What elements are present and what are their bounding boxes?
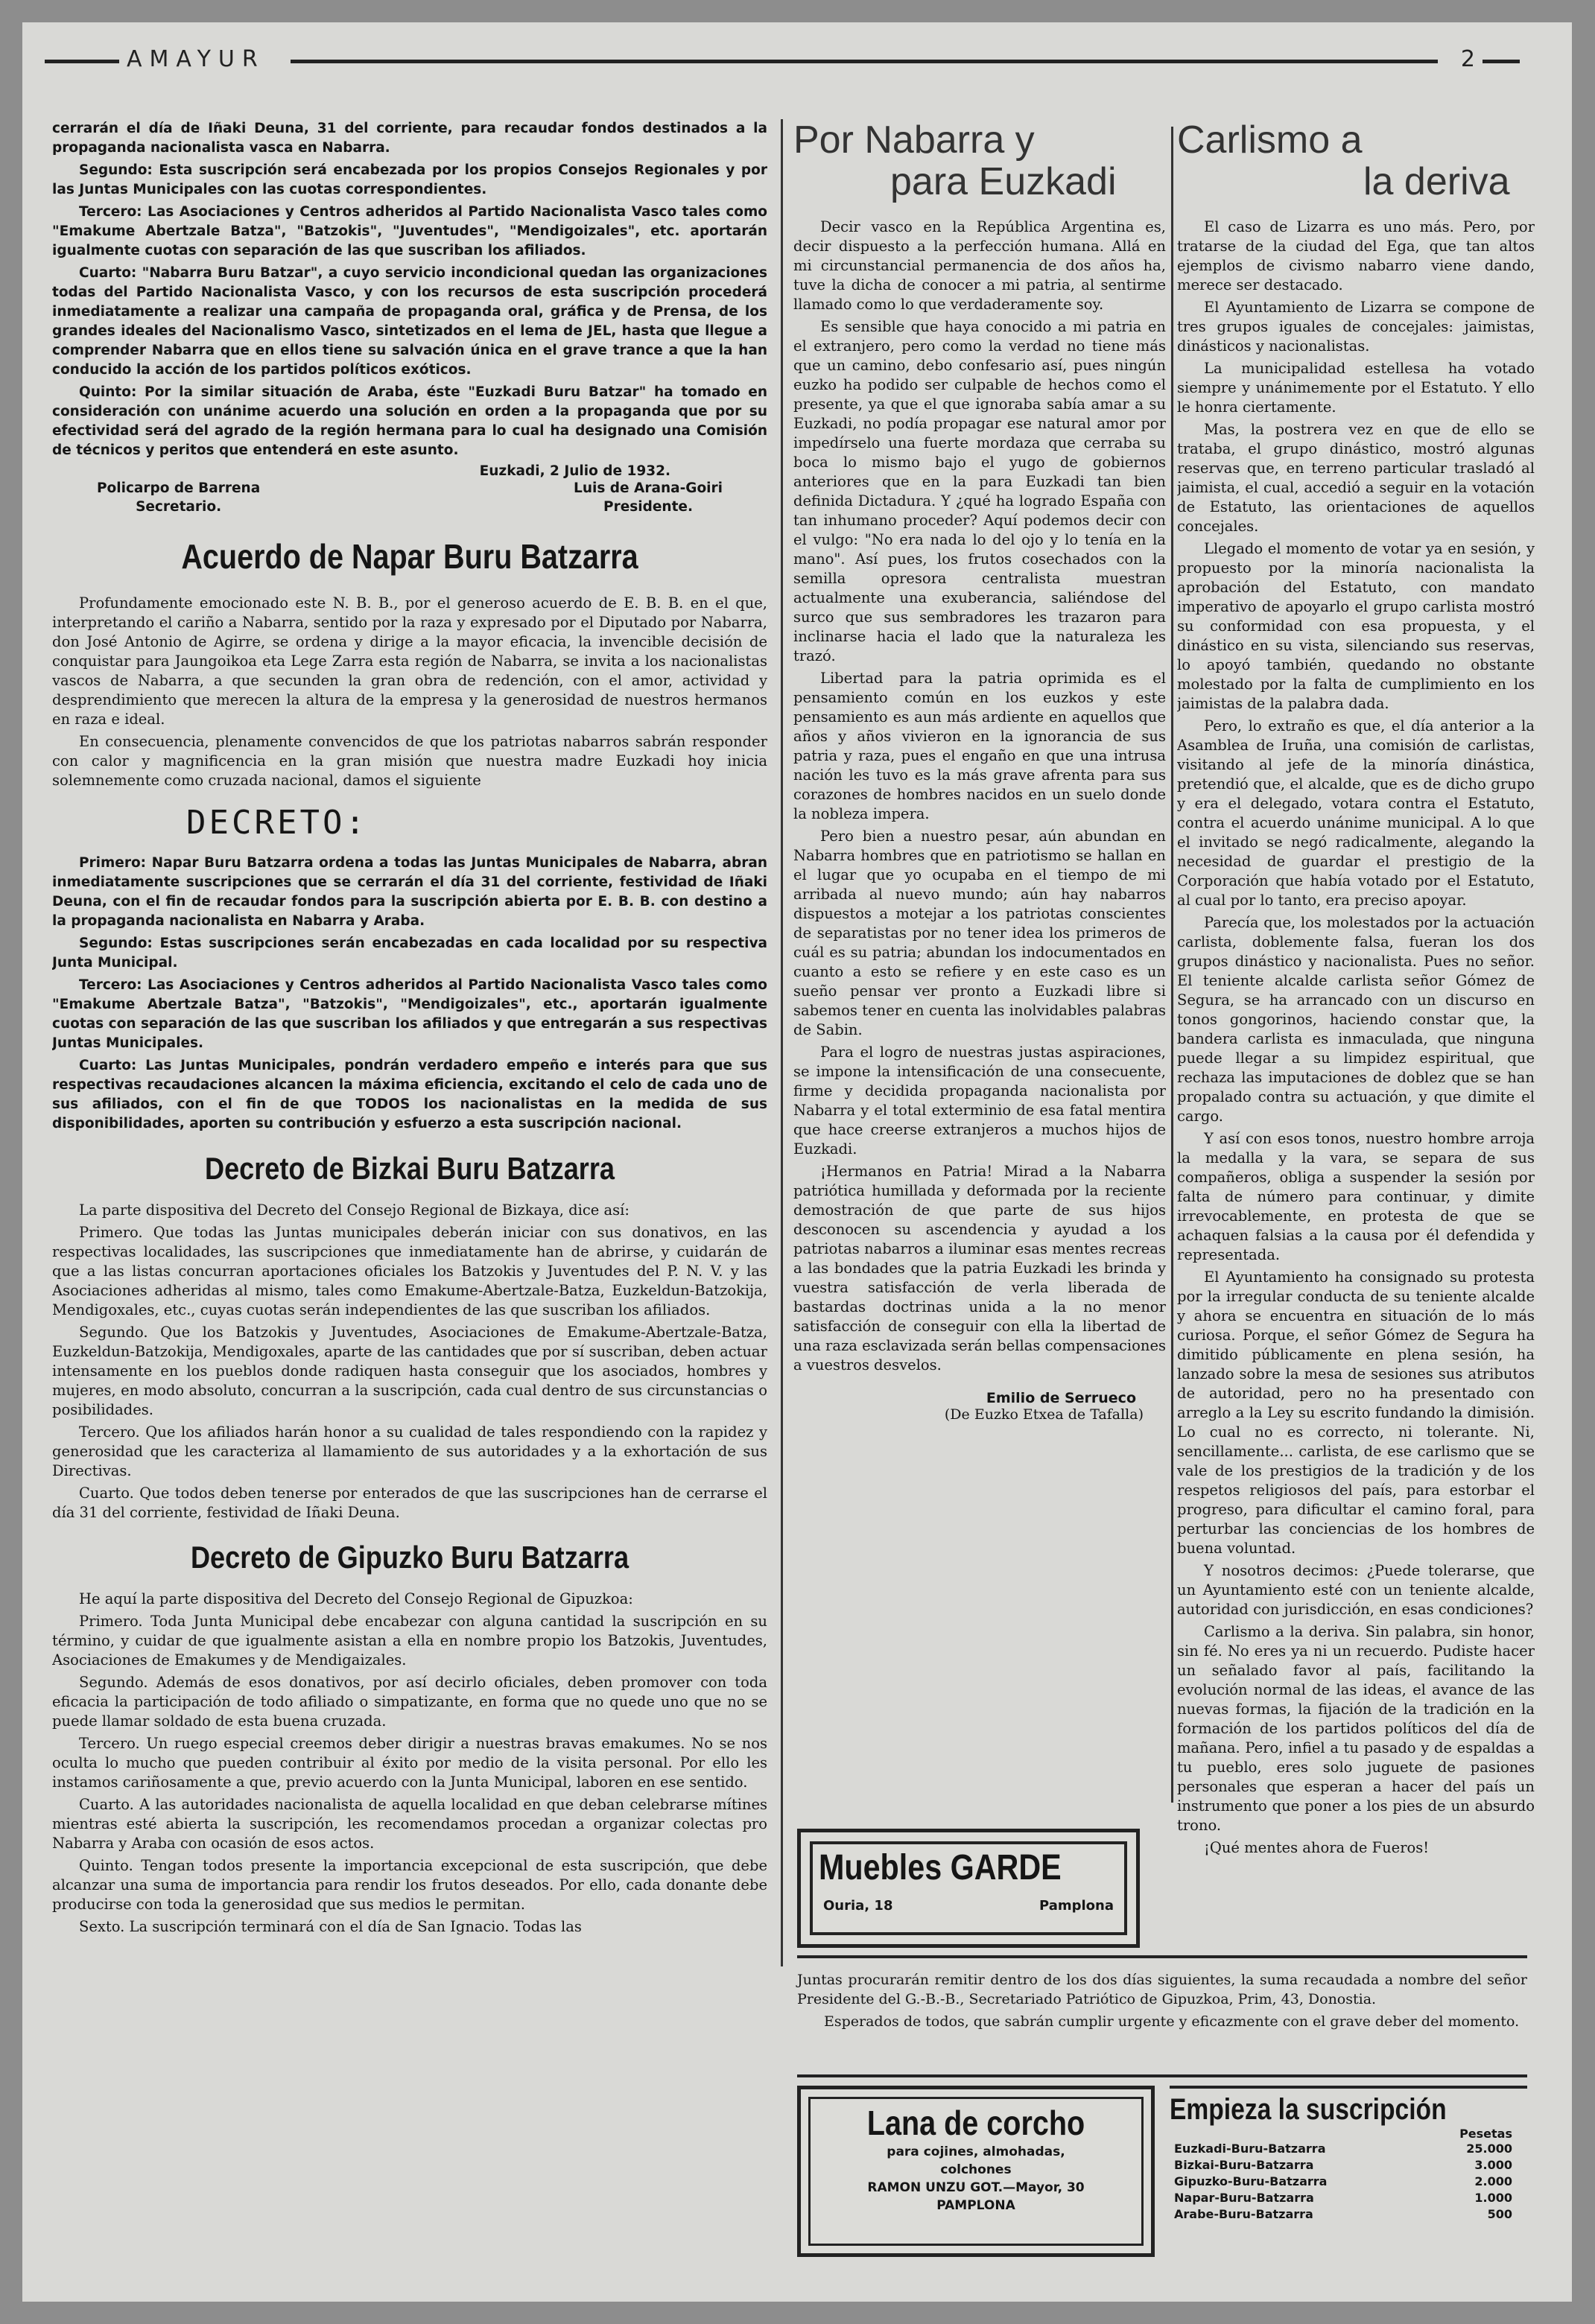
article-title-line: la deriva [1363,160,1510,203]
paragraph: La municipalidad estellesa ha votado siempre y unánimemente por el Estatuto. Y ello le honra ciertamente. [1177,360,1535,416]
article-title [1177,119,1535,203]
ad-line: colchones [940,2162,1012,2177]
article-body [1177,218,1535,1858]
paragraph: Segundo: Estas suscripciones serán encabezadas en cada localidad por su respectiva Junta Municipal. [52,936,767,971]
ad-address: Ouria, 18 [823,1898,893,1914]
ad-line: para cojines, almohadas, [887,2144,1065,2159]
paragraph: Esperados de todos, que sabrán cumplir urgente y eficazmente con el grave deber del momento. [824,2013,1520,2030]
paragraph: El Ayuntamiento ha consignado su protesta por la irregular conducta de su teniente alcalde y ahora se encuentra en situación de lo más curiosa. Porque, el señor Gómez de Segura ha dimitido públicamente en plena sesión, ha lanzado sobre la mesa de sesiones sus atributos de autoridad, pero no ha presentado con arreglo a la Ley su escrito fundando la dimisión. Lo cual no es correcto, ni tolerante. Ni, sencillamente... carlista, de ese carlismo que se vale de los prestigios de la tradición y de los respetos religiosos del país, para estorbar el progreso, para dificultar el camino foral, para perturbar las conciencias de los hombres de buena voluntad. [1177,1269,1535,1557]
paragraph: He aquí la parte dispositiva del Decreto del Consejo Regional de Gipuzkoa: [79,1590,633,1607]
section-divider [797,2074,1527,2077]
donor-amount: 3.000 [1474,2158,1512,2172]
donor-name: Arabe-Buru-Batzarra [1174,2207,1313,2221]
subscription-row [1170,2157,1527,2174]
page-number: 2 [1460,46,1475,72]
subscription-unit: Pesetas [1459,2127,1512,2141]
donor-amount: 1.000 [1474,2191,1512,2205]
article-title [793,119,1166,203]
paragraph: En consecuencia, plenamente convencidos de que los patriotas nabarros sabrán responder con calor y magnificencia en la gran misión que nuestra madre Euzkadi hoy inicia solemnemente como cruzada nacional, damos el siguiente [52,733,767,789]
paragraph: La parte dispositiva del Decreto del Consejo Regional de Bizkaya, dice así: [79,1201,630,1219]
article-title-line: Por Nabarra y [793,119,1035,162]
paragraph: Y así con esos tonos, nuestro hombre arroja la medalla y la vara, se separa de sus compañeros, obliga a suspender la sesión por falta de número para continuar, y dimite irrevocablemente, en protesta de que se achaquen falsias a la causa por él defendida y representada. [1177,1130,1535,1263]
subscription-row [1170,2206,1527,2223]
subscription-row [1170,2174,1527,2190]
article-body [793,218,1166,1375]
ad-line: PAMPLONA [936,2198,1015,2213]
headline-napar: Acuerdo de Napar Buru Batzarra [181,537,638,576]
advertisement-garde [797,1829,1140,1948]
paragraph: Primero. Toda Junta Municipal debe encabezar con alguna cantidad la suscripción en su término, y cuidar de que igualmente asistan a ella en nombre propio los Batzokis, Juventudes, Asociaciones de Emakumes y de Mendigaizales. [52,1613,767,1669]
headline-bizkai: Decreto de Bizkai Buru Batzarra [204,1151,615,1186]
paragraph: Llegado el momento de votar ya en sesión, y propuesto por la minoría nacionalista la aprobación del Estatuto, con mandato imperativo de apoyarlo el grupo carlista mostró su conformidad con esa propuesta, y el dinástico en su vista, silenciando sus reservas, lo apoyó también, quedando no obstante molestado por la falta de cumplimiento en los jaimistas de la palabra dada. [1177,540,1535,712]
subscription-row [1170,2141,1527,2157]
article-title-line: Carlismo a [1177,119,1363,162]
header-rule-left [45,60,119,63]
paragraph: Para el logro de nuestras justas aspiraciones, se impone la intensificación de una consecuente, firme y decidida propaganda nacionalista por Nabarra y el total exterminio de esa fatal mentira que hace creerse extranjeros a muchos hijos de Euzkadi. [793,1044,1166,1158]
paragraph: Parecía que, los molestados por la actuación carlista, doblemente falsa, fueran los dos grupos dinástico y nacionalista. Pues no señor. El teniente alcalde carlista señor Gómez de Segura, se ha arrancado con un discurso en tonos gongorinos, haciendo constar que, la bandera carlista es inmaculada, que ninguna puede llegar a su limpidez espiritual, que rechaza las imputaciones de doblez que se han propalado contra su actuación, y que dimite el cargo. [1177,914,1535,1125]
paragraph: El Ayuntamiento de Lizarra se compone de tres grupos iguales de concejales: jaimistas, dinásticos y nacionalistas. [1177,299,1535,355]
donor-name: Bizkai-Buru-Batzarra [1174,2158,1314,2172]
article-title-line: para Euzkadi [890,160,1117,203]
paragraph: Primero. Que todas las Juntas municipales deberán iniciar con sus donativos, en las respectivas localidades, las suscripciones que inmediatamente han de abrirse, y cuidarán de que a las listas concurran aportaciones oficiales los Batzokis y Juventudes del P. N. V. y las Asociaciones adheridas al mismo, tales como Emakume-Abertzale-Batza, Euzkeldun-Batzokija, Mendigoxales, etc., cuyas cuotas serán independientes de las que suscriban los afiliados. [52,1224,767,1318]
paragraph: Pero, lo extraño es que, el día anterior a la Asamblea de Iruña, una comisión de carlistas, visitando al jefe de la minoría dinástica, pretendió que, el alcalde, que es de dicho grupo y era el delegado, votara contra el Estatuto, contra el acuerdo unánime municipal. A lo que el invitado se negó radicalmente, alegando la necesidad de guardar el prestigio de la Corporación que había votado por el Estatuto, al cual por lo tanto, era preciso apoyar. [1177,717,1535,909]
paragraph: Carlismo a la deriva. Sin palabra, sin honor, sin fé. No eres ya ni un recuerdo. Pudiste hacer un señalado favor al país, facilitando la evolución normal de las ideas, el avance de las nuevas formas, la fijación de la tradición en la formación de los partidos políticos del día de mañana. Pero, infiel a tu pasado y de espaldas a tu pueblo, eres solo juguete de pasiones personales que esperan a hacer del país un instrumento que poner a los pies de un absurdo trono. [1177,1623,1535,1834]
paragraph: Tercero. Que los afiliados harán honor a su cualidad de tales respondiendo con la rapidez y generosidad que les caracteriza al llamamiento de sus autoridades y a la exhortación de sus Directivas. [52,1423,767,1479]
paragraph: ¡Hermanos en Patria! Mirad a la Nabarra patriótica humillada y deformada por la reciente demostración de que parte de sus hijos desconocen su ascendencia y ayudad a los patriotas nabarros a iluminar esas mentes recreas a las bondades que la patria Euzkadi les brinda y vuestra satisfacción de verla liberada de bastardas doctrinas unida a la no menor satisfacción de conseguir con ella la libertad de una raza esclavizada serán bellas compensaciones a vuestros desvelos. [793,1163,1166,1374]
headline-gipuzko: Decreto de Gipuzko Buru Batzarra [190,1540,630,1575]
paragraph: Primero: Napar Buru Batzarra ordena a todas las Juntas Municipales de Nabarra, abran inmediatamente suscripciones que se cerrarán el día 31 del corriente, festividad de Iñaki Deuna, con el fin de recaudar fondos para la suscripción abierta por E. B. B. con destino a la propaganda nacionalista en Nabarra y Araba. [52,855,767,929]
subscription-note [797,1970,1527,2034]
donor-amount: 2.000 [1474,2174,1512,2188]
signature-left [97,479,260,516]
donor-amount: 25.000 [1466,2142,1512,2156]
paragraph: Tercero: Las Asociaciones y Centros adheridos al Partido Nacionalista Vasco tales como "Emakume Abertzale Batza", "Batzokis", "Juventudes", "Mendigoizales", etc. aportarán igualmente cuotas con separación de las que suscriban los afiliados. [52,204,767,258]
paragraph: Quinto: Por la similar situación de Araba, éste "Euzkadi Buru Batzar" ha tomado en consideración con unánime acuerdo una solución en orden a la propaganda que por su efectividad será del agrado de la región hermana para lo cual ha designado una Comisión de técnicos y peritos que entenderá en este asunto. [52,384,767,458]
donor-name: Gipuzko-Buru-Batzarra [1174,2174,1328,2188]
newspaper-title: AMAYUR [127,46,265,72]
article-author: Emilio de Serrueco [986,1390,1136,1406]
paragraph: Cuarto: "Nabarra Buru Batzar", a cuyo servicio incondicional quedan las organizaciones todas del Partido Nacionalista Vasco, y con los recursos de esta suscripción procederá inmediatamente a realizar una campaña de propaganda oral, gráfica y de Prensa, de los grandes ideales del Nacionalismo Vasco, sintetizados en el lema de JEL, hasta que llegue a comprender Nabarra que en ellos tiene su salvación única en el grave trance a que la han conducido la acción de los partidos políticos exóticos. [52,265,767,378]
decree-date: Euzkadi, 2 Julio de 1932. [479,463,670,479]
paragraph: El caso de Lizarra es uno más. Pero, por tratarse de la ciudad del Ega, que tan altos ejemplos de civismo nabarro viene dando, merece ser destacado. [1177,218,1535,293]
donor-name: Euzkadi-Buru-Batzarra [1174,2142,1326,2156]
subscription-box [1170,2086,1527,2260]
column-divider [1171,127,1173,1803]
page-header [22,46,1527,76]
header-rule-right [1483,60,1520,63]
paragraph: Pero bien a nuestro pesar, aún abundan en Nabarra hombres que en patriotismo se hallan en el lugar que yo ocupaba en el tiempo de mi arribada al nuevo mundo; aún hay nabarros dispuestos a motejar a los patriotas conscientes de separatistas por no tener idea los primeros de cuál es su patria; abundan los indocumentados en cuanto a esto se refiere y en este caso es un sueño pensar ver pronto a Euzkadi libre si sabemos tener en cuenta las inolvidables palabras de Sabin. [793,828,1166,1038]
bizkai-section [52,1201,767,1523]
paragraph: Cuarto: Las Juntas Municipales, pondrán verdadero empeño e interés para que sus respectivas recaudaciones alcancen la máxima eficiencia, excitando el celo de cada uno de sus afiliados, con el fin de que TODOS los nacionalistas en la medida de sus disponibilidades, aporten su contribución y esfuerzo a esta suscripción nacional. [52,1058,767,1131]
paragraph: ¡Qué mentes ahora de Fueros! [1204,1839,1430,1856]
paragraph: Segundo: Esta suscripción será encabezada por los propios Consejos Regionales y por las Juntas Municipales con las cuotas correspondientes. [52,162,767,197]
paragraph: Cuarto. A las autoridades nacionalista de aquella localidad en que deban celebrarse mítines mientras esté abierta la suscripción, les recomendamos procedan a organizar colectas pro Nabarra y Araba con ocasión de esos actos. [52,1796,767,1852]
gipuzko-section [52,1590,767,1937]
signatory-role: Secretario. [136,499,222,515]
header-rule [291,60,1438,63]
signatures [52,479,767,516]
signature-right [574,479,723,516]
paragraph: Segundo. Además de esos donativos, por así decirlo oficiales, deben promover con toda eficacia la participación de todo afiliado o simpatizante, en forma que no quede uno que no se puede llamar soldado de esta buena cruzada. [52,1674,767,1730]
column-right [1177,119,1535,1974]
column-middle [793,119,1166,1974]
signatory-name: Luis de Arana-Goiri [574,480,723,496]
donor-name: Napar-Buru-Batzarra [1174,2191,1314,2205]
intro-section [52,119,767,460]
paragraph: Quinto. Tengan todos presente la importancia excepcional de esta suscripción, que debe alcanzar una suma de importancia para rendir los frutos deseados. Por ello, cada donante debe producirse con toda la generosidad que sus medios le permitan. [52,1857,767,1913]
column-left [52,119,767,2264]
paragraph: Mas, la postrera vez en que de ello se trataba, el grupo dinástico, mostró algunas reservas que, en terreno particular trasladó al jaimista, el cual, accedió a seguir en la votación de Estatuto, las orientaciones de aquellos concejales. [1177,421,1535,535]
headline-decreto: DECRETO: [186,804,368,842]
ad-city: Pamplona [1039,1898,1114,1914]
subscription-title: Empieza la suscripción [1170,2093,1447,2126]
paragraph: Decir vasco en la República Argentina es, decir dispuesto a la perfección humana. Allá en mi circunstancial permanencia de dos años ha, tuve la dicha de conocer a mi patria, al sentirme llamado como lo que verdaderamente soy. [793,218,1166,313]
paragraph: Segundo. Que los Batzokis y Juventudes, Asociaciones de Emakume-Abertzale-Batza, Euzkeldun-Batzokija, Mendigoxales, aparte de las cantidades que por sí suscriban, deben actuar intensamente en los pueblos donde radiquen hasta conseguir que los asociados, hombres y mujeres, en modo absoluto, concurran a la suscripción, cada cual dentro de sus circunstancias o posibilidades. [52,1324,767,1418]
paragraph: Cuarto. Que todos deben tenerse por enterados de que las suscripciones han de cerrarse el día 31 del corriente, festividad de Iñaki Deuna. [52,1485,767,1521]
paragraph: Tercero: Las Asociaciones y Centros adheridos al Partido Nacionalista Vasco tales como "Emakume Abertzale Batza", "Batzokis", "Mendigoizales", etc., aportarán igualmente cuotas con separación de las que suscriban los afiliados y que entregarán a sus respectivas Juntas Municipales. [52,977,767,1051]
paragraph: Profundamente emocionado este N. B. B., por el generoso acuerdo de E. B. B. en el que, interpretando el cariño a Nabarra, sentido por la raza y expresado por el Diputado por Nabarra, don José Antonio de Agirre, se ordena y dirige a la mayor eficacia, la invencible decisión de conquistar para Jaungoikoa eta Lege Zarra esta región de Nabarra, se invita a los nacionalistas vascos de Nabarra, a que secunden la gran obra de redención, con el amor, actividad y desprendimiento que merecen la altura de la empresa y la generosidad de nuestros hermanos en raza e ideal. [52,594,767,728]
column-divider [781,119,783,1966]
paragraph: Y nosotros decimos: ¿Puede tolerarse, que un Ayuntamiento esté con un teniente alcalde, autoridad con jurisdicción, en esas condiciones? [1177,1562,1535,1618]
napar-section [52,594,767,790]
section-divider [797,1955,1527,1958]
paragraph: Juntas procurarán remitir dentro de los dos días siguientes, la suma recaudada a nombre del señor Presidente del G.-B.-B., Secretariado Patriótico de Gipuzkoa, Prim, 43, Donostia. [797,1972,1527,2007]
signatory-role: Presidente. [603,499,693,515]
advertisement-corcho [797,2086,1155,2257]
signatory-name: Policarpo de Barrena [97,480,261,496]
subscription-row [1170,2190,1527,2206]
paragraph: Tercero. Un ruego especial creemos deber dirigir a nuestras bravas emakumes. No se nos oculta lo mucho que pueden contribuir al éxito por medio de la visita personal. Por ello les instamos cariñosamente a que, previo acuerdo con la Junta Municipal, laboren en ese sentido. [52,1735,767,1791]
ad-line: RAMON UNZU GOT.—Mayor, 30 [867,2180,1085,2195]
decreto-section [52,854,767,1134]
paragraph: Sexto. La suscripción terminará con el día de San Ignacio. Todas las [79,1918,582,1935]
ad-title: Muebles GARDE [819,1848,1062,1888]
paragraph: Es sensible que haya conocido a mi patria en el extranjero, pero como la verdad no tiene más que un camino, debo confesario así, pues ningún euzko ha podido ser culpable de hechos como el presente, ya que el que ignoraba sabía amar a su Euzkadi, no podía propagar ese natural amor por impedírselo una fuerte mordaza que cerraba su boca lo mismo bajo el yugo de gobiernos anteriores que en la para Euzkadi tan bien definida Dictadura. Y ¿qué ha logrado España con tan inhumano proceder? Aquí podemos decir con el vulgo: "No era nada lo del ojo y lo tenía en la mano". Así pues, los frutos cosechados con la semilla opresora centralista muestran actualmente una exuberancia, saliéndose del surco que sus sembradores les trazaron para inclinarse hacia el lado que la naturaleza les trazó. [793,318,1166,664]
donor-amount: 500 [1487,2207,1512,2221]
ad-title: Lana de corcho [866,2104,1085,2142]
paragraph: Libertad para la patria oprimida es el pensamiento común en los euzkos y este pensamiento es aun más ardiente en aquellos que años y años vivieron en la ignorancia de sus patria y raza, pues el engaño en que una intrusa nación les tuvo es la más grave afrenta para sus corazones de hombres nacidos en un suelo donde la nobleza impera. [793,670,1166,822]
article-source: (De Euzko Etxea de Tafalla) [944,1406,1144,1423]
paragraph: cerrarán el día de Iñaki Deuna, 31 del corriente, para recaudar fondos destinados a la propaganda nacionalista vasca en Nabarra. [52,121,767,156]
